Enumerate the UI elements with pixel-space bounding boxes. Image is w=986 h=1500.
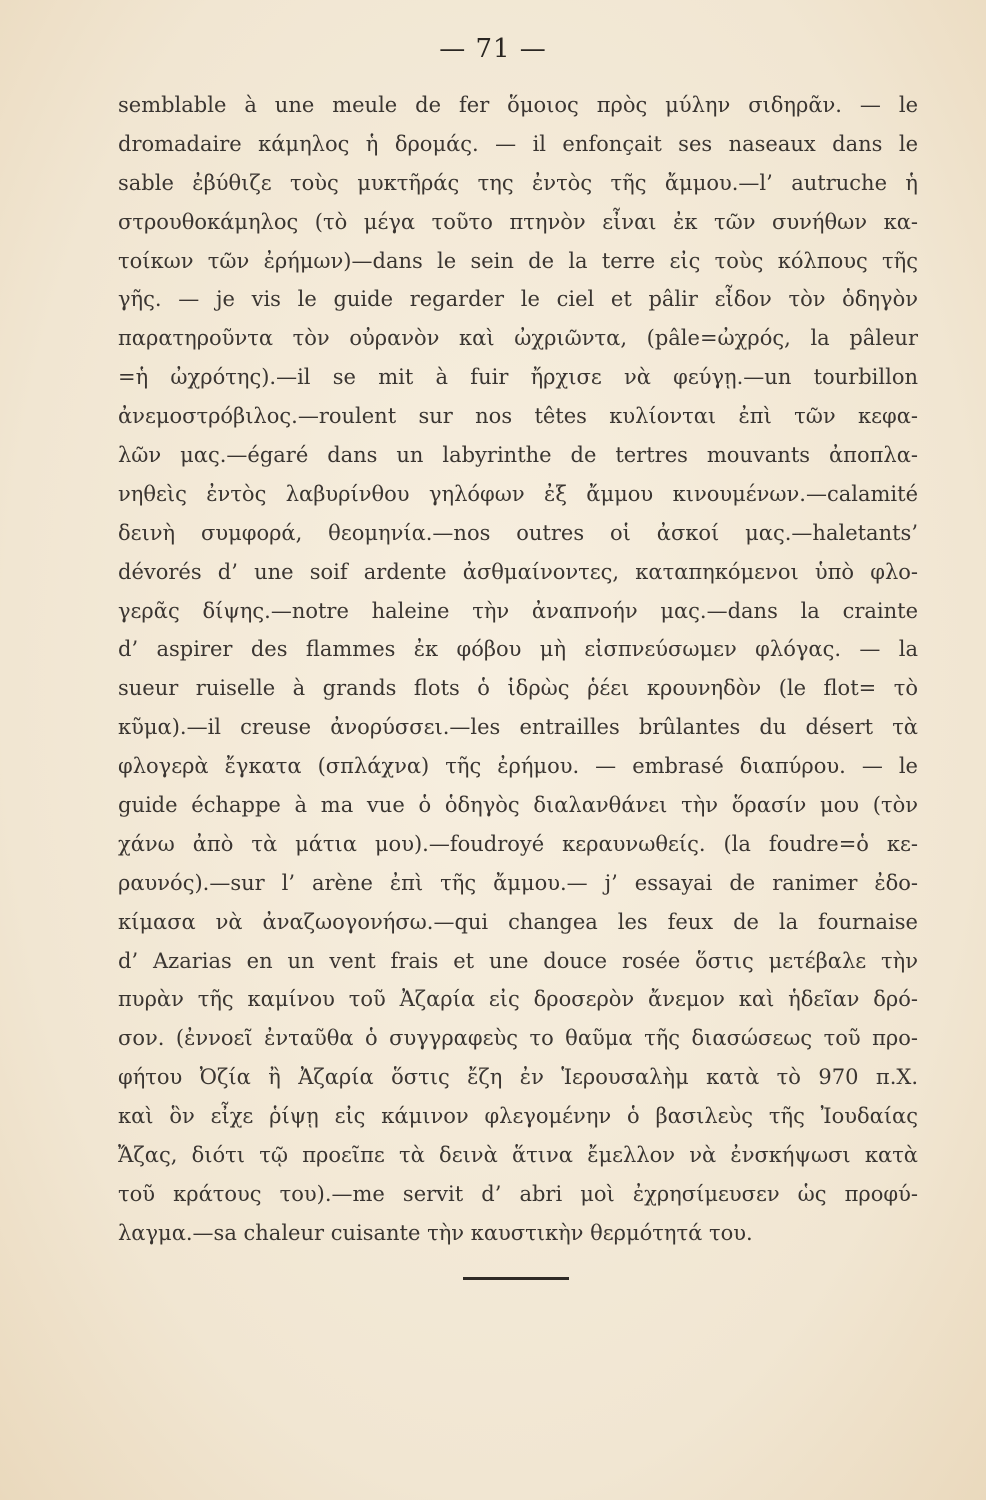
section-end-rule (463, 1277, 569, 1280)
text-line: νηθεὶς ἐντὸς λαβυρίνθου γηλόφων ἐξ ἄμμου κινουμένων.—calamité (118, 481, 918, 506)
text-line: καὶ ὃν εἶχε ῥίψῃ εἰς κάμινον φλεγομένην ὁ βασιλεὺς τῆς Ἰουδαίας (118, 1104, 918, 1129)
text-line: πυρὰν τῆς καμίνου τοῦ Ἀζαρία εἰς δροσερὸν ἄνεμον καὶ ἡδεῖαν δρό- (118, 987, 918, 1012)
text-line: dévorés d’ une soif ardente ἀσθμαίνοντες, καταπηκόμενοι ὑπὸ φλο- (118, 559, 918, 584)
text-line: δεινὴ συμφορά, θεομηνία.—nos outres οἱ ἀσκοί μας.—haletants’ (118, 520, 918, 545)
body-text (118, 86, 918, 1253)
text-line: γῆς. — je vis le guide regarder le ciel et pâlir εἶδον τὸν ὁδηγὸν (118, 287, 918, 312)
text-line: λαγμα.—sa chaleur cuisante τὴν καυστικὴν θερμότητά του. (118, 1220, 753, 1245)
text-line: d’ aspirer des flammes ἐκ φόβου μὴ εἰσπνεύσωμεν φλόγας. — la (118, 637, 918, 662)
text-line: κῦμα).—il creuse ἀνορύσσει.—les entrailles brûlantes du désert τὰ (118, 715, 918, 740)
text-line: στρουθοκάμηλος (τὸ μέγα τοῦτο πτηνὸν εἶναι ἐκ τῶν συνήθων κα- (118, 209, 918, 234)
text-line: φλογερὰ ἔγκατα (σπλάχνα) τῆς ἐρήμου. — embrasé διαπύρου. — le (118, 754, 918, 779)
text-line: κίμασα νὰ ἀναζωογονήσω.—qui changea les feux de la fournaise (118, 909, 918, 934)
text-line: γερᾶς δίψης.—notre haleine τὴν ἀναπνοήν μας.—dans la crainte (118, 598, 918, 623)
text-line: λῶν μας.—égaré dans un labyrinthe de tertres mouvants ἀποπλα- (118, 443, 918, 468)
text-line: ἀνεμοστρόβιλος.—roulent sur nos têtes κυλίονται ἐπὶ τῶν κεφα- (118, 404, 918, 429)
text-line: Ἄζας, διότι τῷ προεῖπε τὰ δεινὰ ἅτινα ἔμελλον νὰ ἐνσκήψωσι κατὰ (118, 1143, 918, 1168)
text-line: τοῦ κράτους του).—me servit d’ abri μοὶ ἐχρησίμευσεν ὡς προφύ- (118, 1181, 918, 1206)
text-line: sueur ruiselle à grands flots ὁ ἱδρὼς ῥέει κρουνηδὸν (le flot= τὸ (118, 676, 918, 701)
text-line: χάνω ἀπὸ τὰ μάτια μου).—foudroyé κεραυνωθείς. (la foudre=ὁ κε- (118, 831, 918, 856)
text-line: σον. (ἐννοεῖ ἐνταῦθα ὁ συγγραφεὺς το θαῦμα τῆς διασώσεως τοῦ προ- (118, 1026, 918, 1051)
text-line: τοίκων τῶν ἐρήμων)—dans le sein de la terre εἰς τοὺς κόλπους τῆς (118, 248, 918, 273)
text-line: d’ Azarias en un vent frais et une douce rosée ὅστις μετέβαλε τὴν (118, 948, 918, 973)
text-line: dromadaire κάμηλος ἡ δρομάς. — il enfonçait ses naseaux dans le (118, 131, 918, 156)
page-number: — 71 — (439, 34, 547, 64)
text-line: παρατηροῦντα τὸν οὐρανὸν καὶ ὠχριῶντα, (pâle=ὠχρός, la pâleur (118, 326, 918, 351)
text-line: guide échappe à ma vue ὁ ὁδηγὸς διαλανθάνει τὴν ὅρασίν μου (τὸν (118, 793, 918, 818)
text-line: φήτου Ὀζία ἢ Ἀζαρία ὅστις ἔζη ἐν Ἱερουσαλὴμ κατὰ τὸ 970 π.Χ. (118, 1065, 918, 1090)
text-line: ραυνός).—sur l’ arène ἐπὶ τῆς ἄμμου.— j’ essayai de ranimer ἐδο- (118, 870, 918, 895)
text-line: =ἡ ὠχρότης).—il se mit à fuir ἤρχισε νὰ φεύγῃ.—un tourbillon (118, 365, 918, 390)
text-line: semblable à une meule de fer ὅμοιος πρὸς μύλην σιδηρᾶν. — le (118, 93, 918, 117)
text-line: sable ἐβύθιζε τοὺς μυκτῆράς της ἐντὸς τῆς ἄμμου.—l’ autruche ἡ (118, 170, 918, 195)
